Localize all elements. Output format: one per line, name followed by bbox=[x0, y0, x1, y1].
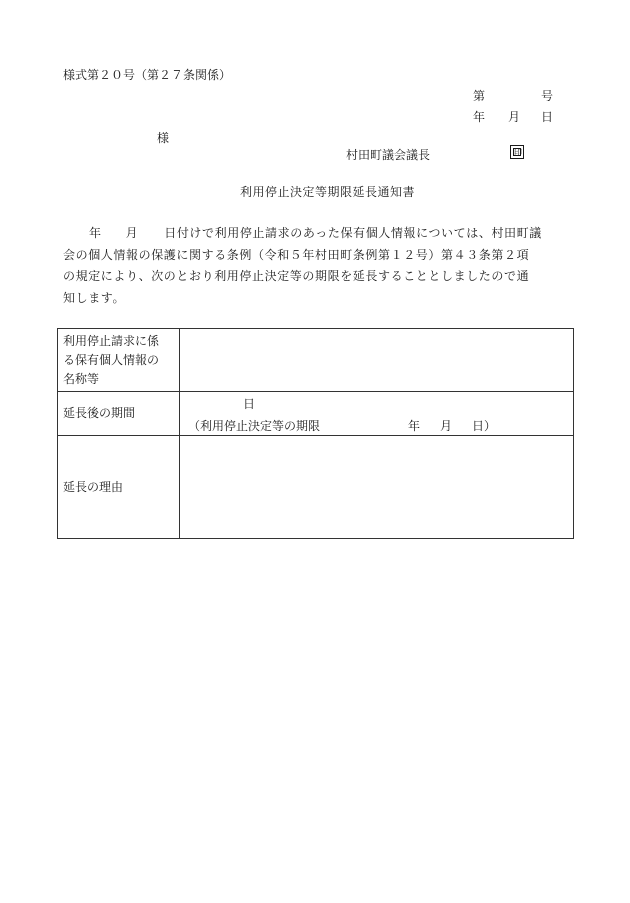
form-number: 様式第２０号（第２７条関係） bbox=[63, 68, 232, 82]
extended-period-value[interactable] bbox=[180, 392, 574, 436]
reason-label: 延長の理由 bbox=[58, 436, 180, 539]
seal-stamp bbox=[510, 145, 524, 159]
body-line-3: の規定により、次のとおり利用停止決定等の期限を延長することとしましたので通 bbox=[63, 269, 530, 284]
deadline-note-month: 月 bbox=[440, 419, 453, 433]
body-line-1 bbox=[63, 223, 575, 245]
notice-body bbox=[63, 223, 575, 309]
date-year: 年 bbox=[473, 110, 486, 124]
deadline-note-day: 日） bbox=[472, 419, 497, 433]
addressee-suffix: 様 bbox=[157, 131, 170, 145]
issuer-name: 村田町議会議長 bbox=[346, 148, 431, 162]
table-row-reason bbox=[58, 436, 574, 539]
doc-number-suffix: 号 bbox=[541, 89, 554, 103]
period-days-unit: 日 bbox=[243, 397, 256, 411]
table-row-target-info bbox=[58, 329, 574, 392]
date-day: 日 bbox=[541, 110, 554, 124]
table-row-extended-period bbox=[58, 392, 574, 436]
body-year: 年 bbox=[89, 226, 102, 240]
deadline-note-open: （利用停止決定等の期限 bbox=[188, 419, 321, 433]
document-title: 利用停止決定等期限延長通知書 bbox=[240, 185, 416, 199]
target-info-label-line: 名称等 bbox=[63, 371, 100, 386]
deadline-note bbox=[188, 417, 496, 434]
target-info-label-line: 利用停止請求に係 bbox=[63, 333, 160, 348]
extension-details-table bbox=[57, 328, 574, 539]
seal-stamp-text: 印 bbox=[514, 148, 522, 157]
body-line-2: 会の個人情報の保護に関する条例（令和５年村田町条例第１２号）第４３条第２項 bbox=[63, 247, 530, 262]
body-month: 月 bbox=[125, 226, 139, 240]
target-info-value[interactable] bbox=[180, 329, 574, 392]
doc-number-prefix: 第 bbox=[473, 89, 486, 103]
body-line-1-rest: 日付けで利用停止請求のあった保有個人情報については、村田町議 bbox=[164, 226, 542, 240]
body-line-4: 知します。 bbox=[63, 290, 126, 305]
extended-period-label: 延長後の期間 bbox=[58, 392, 180, 436]
deadline-note-year: 年 bbox=[408, 419, 421, 433]
target-info-label bbox=[58, 329, 180, 392]
date-month: 月 bbox=[508, 110, 521, 124]
target-info-label-line: る保有個人情報の bbox=[63, 352, 160, 367]
reason-value[interactable] bbox=[180, 436, 574, 539]
